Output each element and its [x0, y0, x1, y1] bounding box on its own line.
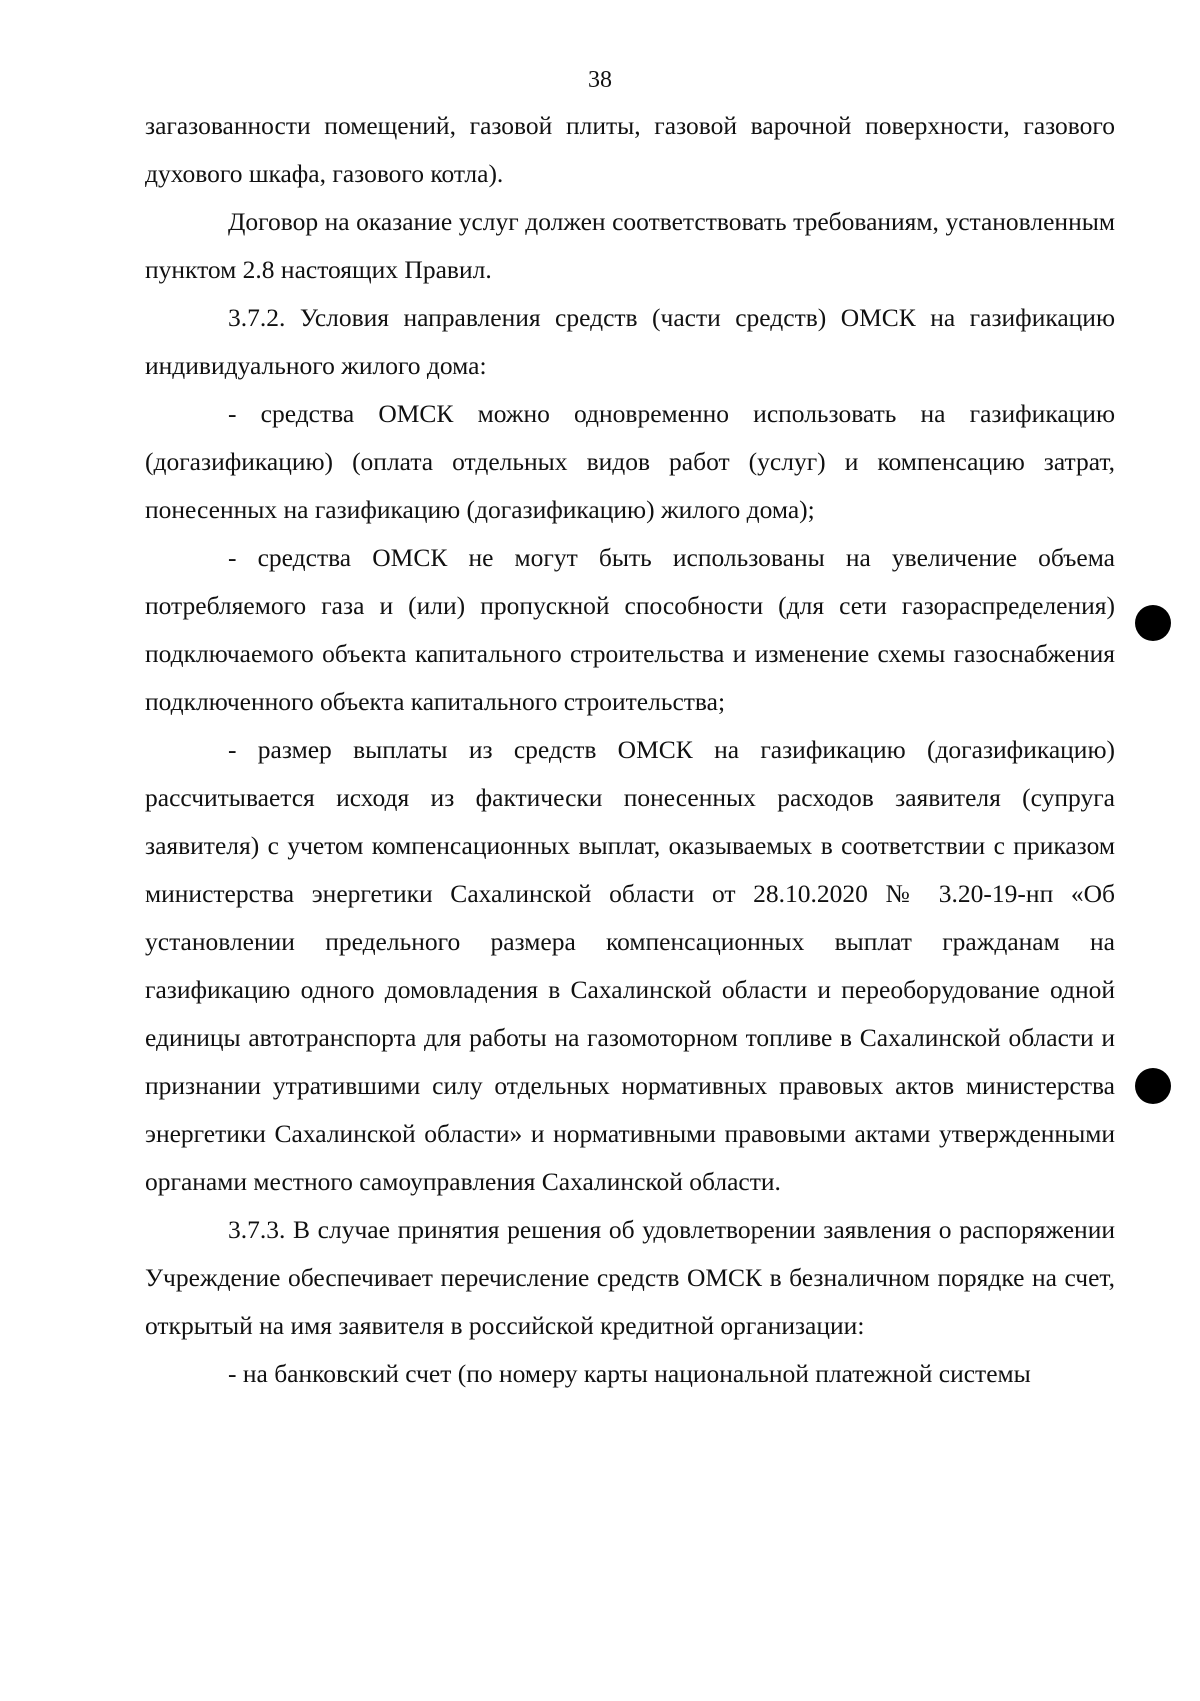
- list-item-simultaneous-use: - средства ОМСК можно одновременно использовать на газификацию (догазификацию) (оплата отдельных видов работ (услуг) и компенсацию затрат, понесенных на газификацию (догазификацию) жилого дома);: [145, 399, 1115, 524]
- paragraph-3-7-2: 3.7.2. Условия направления средств (части средств) ОМСК на газификацию индивидуального жилого дома:: [145, 303, 1115, 380]
- list-item-payment-size: - размер выплаты из средств ОМСК на газификацию (догазификацию) рассчитывается исходя из фактически понесенных расходов заявителя (супруга заявителя) с учетом компенсационных выплат, оказываемых в соответствии с приказом министерства энергетики Сахалинской области от 28.10.2020 № 3.20-19-нп «Об установлении предельного размера компенсационных выплат гражданам на газификацию одного домовладения в Сахалинской области и переоборудование одной единицы автотранспорта для работы на газомоторном топливе в Сахалинской области и признании утратившими силу отдельных нормативных правовых актов министерства энергетики Сахалинской области» и нормативными правовыми актами утвержденными органами местного самоуправления Сахалинской области.: [145, 735, 1115, 1196]
- paragraph-continuation: загазованности помещений, газовой плиты, газовой варочной поверхности, газового духового шкафа, газового котла).: [145, 111, 1115, 188]
- page-number: 38: [588, 67, 612, 93]
- document-body: [145, 102, 1115, 1398]
- punch-hole-mark: [1135, 605, 1171, 641]
- paragraph-contract: Договор на оказание услуг должен соответствовать требованиям, установленным пунктом 2.8 настоящих Правил.: [145, 207, 1115, 284]
- paragraph-3-7-3: 3.7.3. В случае принятия решения об удовлетворении заявления о распоряжении Учреждение обеспечивает перечисление средств ОМСК в безналичном порядке на счет, открытый на имя заявителя в российской кредитной организации:: [145, 1215, 1115, 1340]
- list-item-restriction: - средства ОМСК не могут быть использованы на увеличение объема потребляемого газа и (или) пропускной способности (для сети газораспределения) подключаемого объекта капитального строительства и изменение схемы газоснабжения подключенного объекта капитального строительства;: [145, 543, 1115, 716]
- punch-hole-mark: [1135, 1068, 1171, 1104]
- list-item-bank-account: - на банковский счет (по номеру карты национальной платежной системы: [228, 1359, 1031, 1388]
